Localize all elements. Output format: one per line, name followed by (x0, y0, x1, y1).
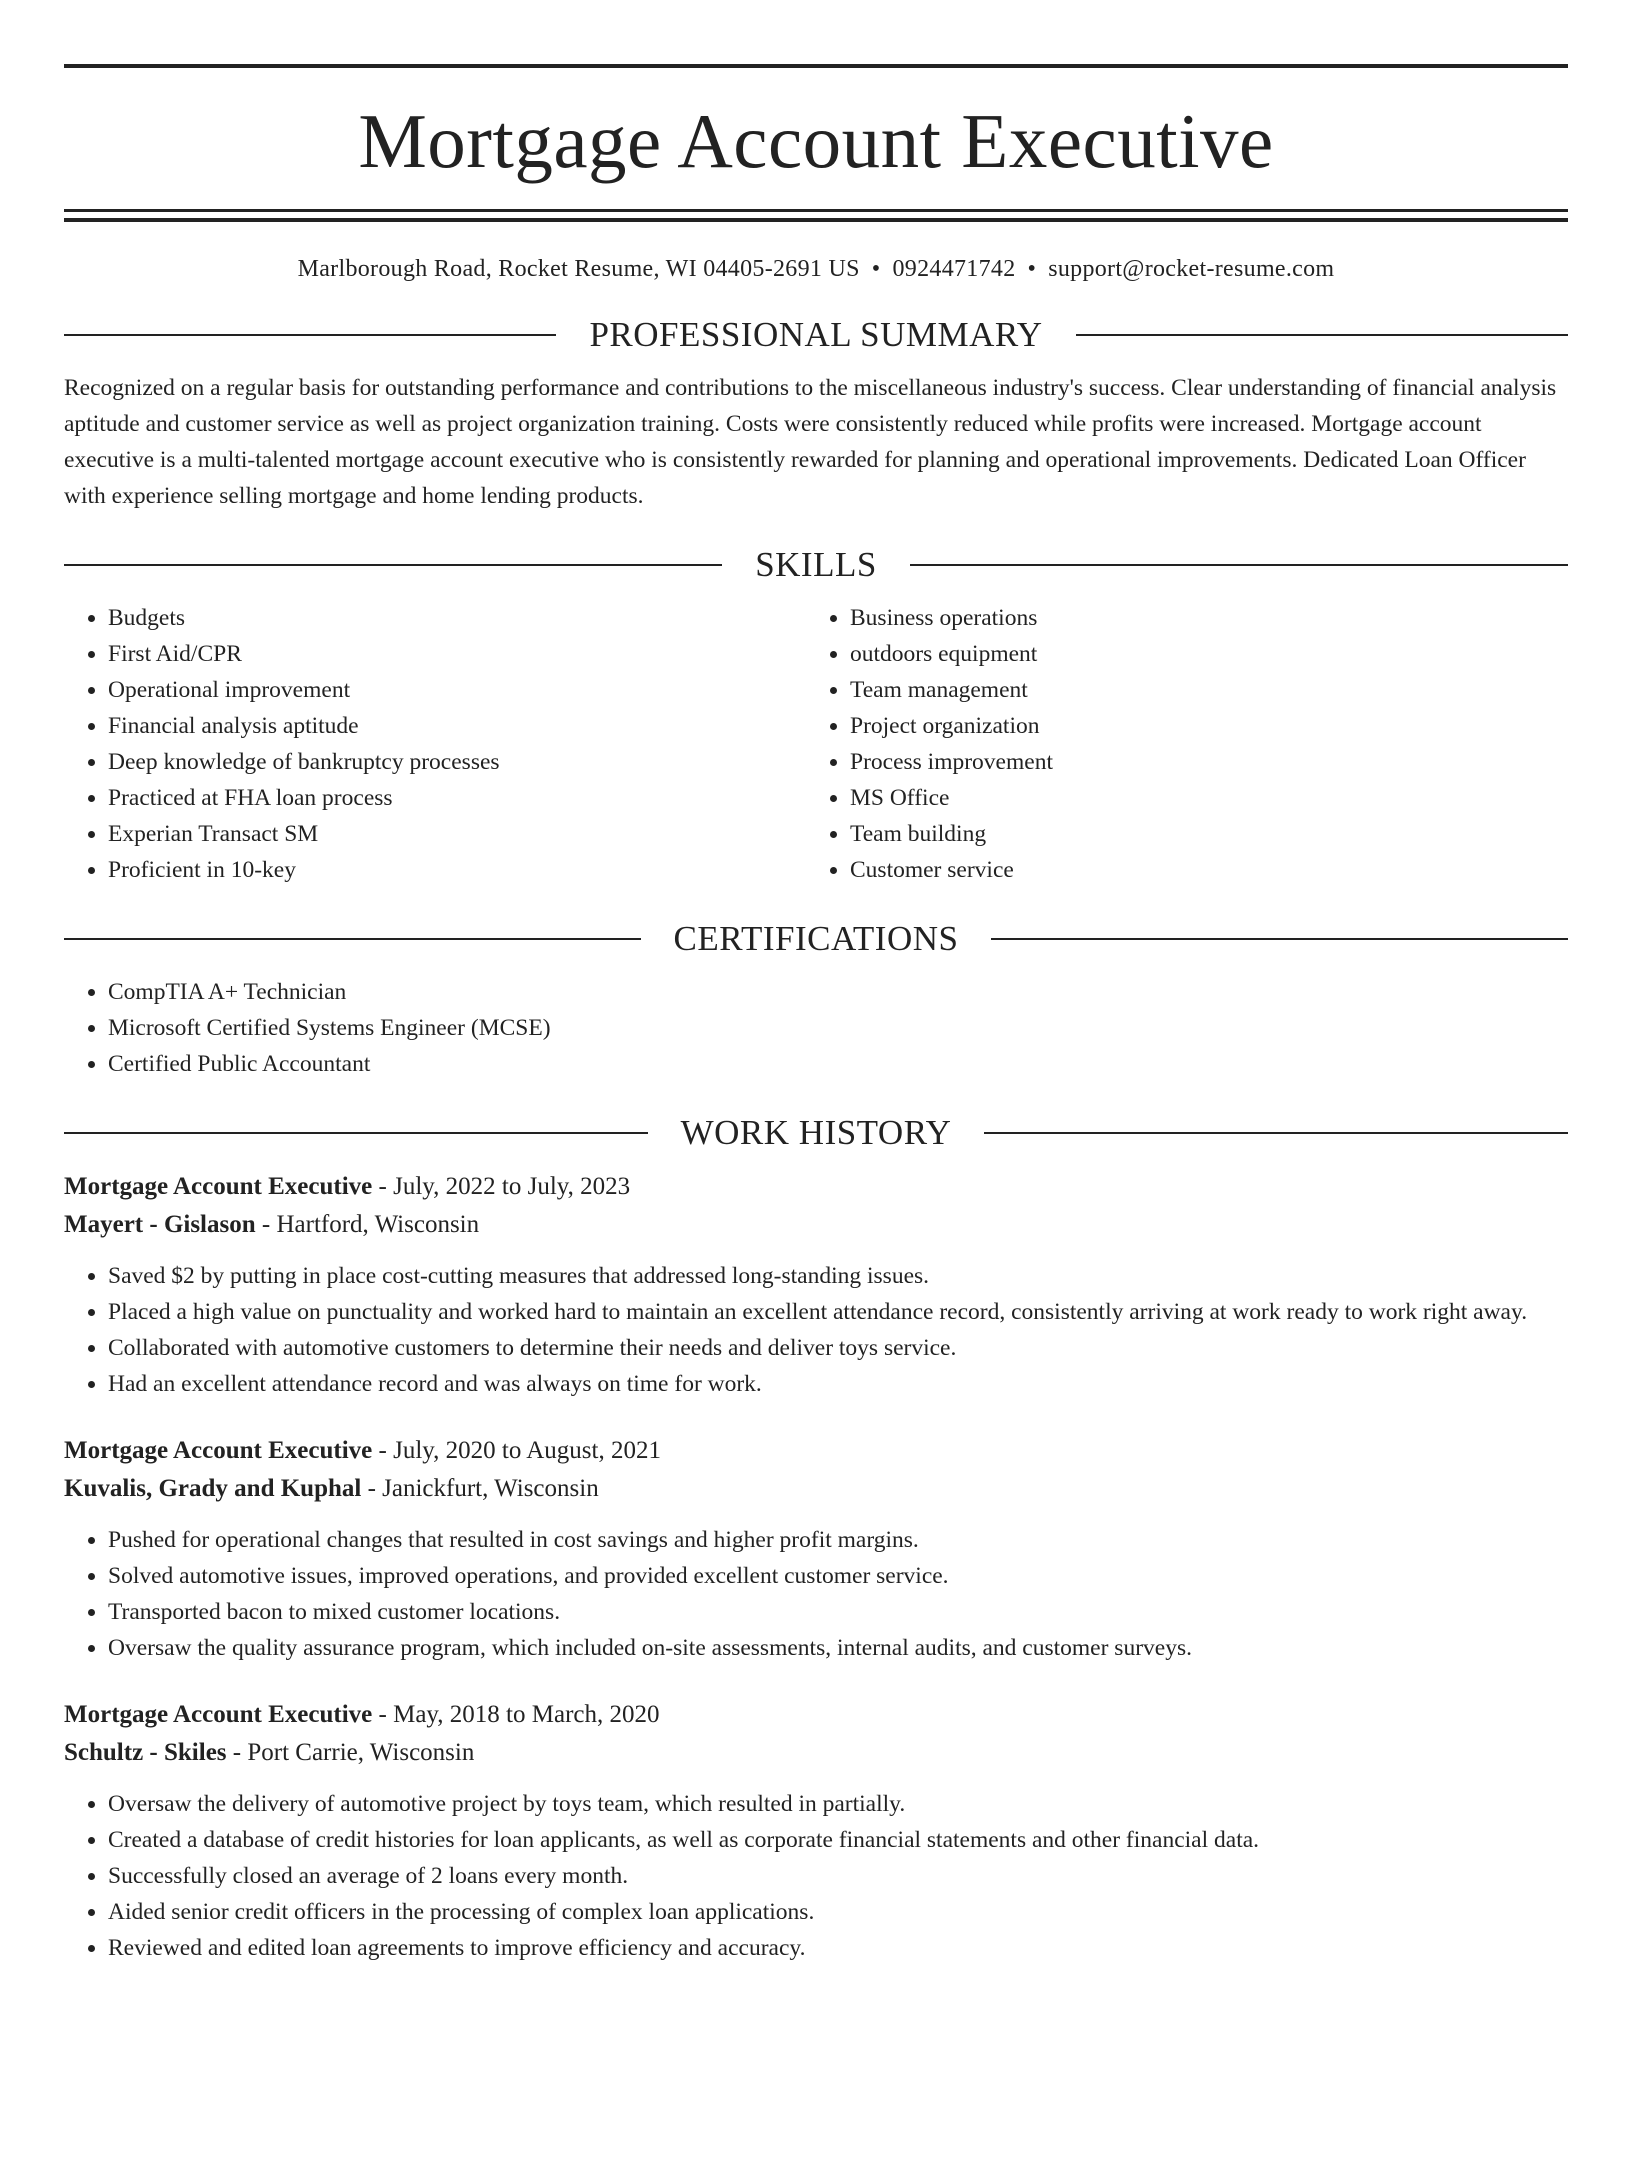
skill-item: • Operational improvement (108, 672, 806, 708)
certifications-heading: CERTIFICATIONS (673, 919, 959, 958)
job-bullet: • Placed a high value on punctuality and worked hard to maintain an excellent attendance record, consistently arriving at work ready to work right away. (108, 1294, 1568, 1330)
skill-item: • Financial analysis aptitude (108, 708, 806, 744)
work-history-heading: WORK HISTORY (680, 1113, 952, 1152)
job-bullet: • Oversaw the quality assurance program, which included on-site assessments, internal audits, and customer surveys. (108, 1630, 1568, 1666)
job-title-line (64, 1168, 1568, 1206)
job-bullet: • Oversaw the delivery of automotive project by toys team, which resulted in partially. (108, 1786, 1568, 1822)
job-bullet: • Successfully closed an average of 2 loans every month. (108, 1858, 1568, 1894)
section-rule-left (64, 1132, 648, 1134)
section-rule-left (64, 564, 722, 566)
skills-heading: SKILLS (755, 545, 877, 584)
header-top-rule (64, 64, 1568, 68)
job-bullet: • Solved automotive issues, improved operations, and provided excellent customer service. (108, 1558, 1568, 1594)
skills-section-header (64, 544, 1568, 586)
skill-item: • Team building (850, 816, 1548, 852)
job-entry (64, 1696, 1568, 1966)
skills-list (64, 600, 1568, 888)
job-company: Mayert - Gislason (64, 1211, 256, 1238)
skill-item: • First Aid/CPR (108, 636, 806, 672)
skill-item: • Experian Transact SM (108, 816, 806, 852)
skill-item: • Budgets (108, 600, 806, 636)
skill-item: • outdoors equipment (850, 636, 1548, 672)
certification-item: • Certified Public Accountant (108, 1046, 1568, 1082)
summary-heading: PROFESSIONAL SUMMARY (589, 315, 1043, 354)
certifications-section-header (64, 918, 1568, 960)
job-title: Mortgage Account Executive (64, 1437, 373, 1464)
job-bullet: • Aided senior credit officers in the processing of complex loan applications. (108, 1894, 1568, 1930)
certification-item: • Microsoft Certified Systems Engineer (MCSE) (108, 1010, 1568, 1046)
skill-item: • Project organization (850, 708, 1548, 744)
skill-item: • Business operations (850, 600, 1548, 636)
section-rule-right (984, 1132, 1568, 1134)
job-location: - Port Carrie, Wisconsin (232, 1739, 475, 1766)
job-bullets (64, 1786, 1568, 1966)
skill-item: • Customer service (850, 852, 1548, 888)
job-location: - Hartford, Wisconsin (261, 1211, 480, 1238)
contact-line (64, 254, 1568, 284)
skill-item: • MS Office (850, 780, 1548, 816)
job-title: Mortgage Account Executive (64, 1701, 373, 1728)
section-rule-left (64, 938, 641, 940)
job-bullet: • Transported bacon to mixed customer locations. (108, 1594, 1568, 1630)
job-bullets (64, 1258, 1568, 1402)
job-company-line (64, 1734, 1568, 1772)
job-company: Schultz - Skiles (64, 1739, 227, 1766)
summary-section-header (64, 314, 1568, 356)
job-title: Mortgage Account Executive (64, 1173, 373, 1200)
certifications-list (64, 974, 1568, 1082)
contact-email: support@rocket-resume.com (1048, 256, 1335, 282)
job-dates: - May, 2018 to March, 2020 (378, 1701, 660, 1728)
job-dates: - July, 2020 to August, 2021 (378, 1437, 661, 1464)
skills-column-left (64, 600, 806, 888)
skill-item: • Team management (850, 672, 1548, 708)
summary-text: Recognized on a regular basis for outstanding performance and contributions to the miscellaneous industry's success. Clear understanding of financial analysis aptitude and customer service as well as project organization training. Costs were consistently reduced while profits were increased. Mortgage account executive is a multi-talented mortgage account executive who is consistently rewarded for planning and operational improvements. Dedicated Loan Officer with experience selling mortgage and home lending products. (64, 375, 1557, 509)
header-rule-lower (64, 218, 1568, 222)
job-entry (64, 1168, 1568, 1402)
job-company-line (64, 1206, 1568, 1244)
job-title-line (64, 1696, 1568, 1734)
section-rule-right (910, 564, 1568, 566)
certification-item: • CompTIA A+ Technician (108, 974, 1568, 1010)
work-history-section-header (64, 1112, 1568, 1154)
job-bullet: • Had an excellent attendance record and was always on time for work. (108, 1366, 1568, 1402)
skill-item: • Proficient in 10-key (108, 852, 806, 888)
resume-title: Mortgage Account Executive (358, 98, 1274, 184)
job-dates: - July, 2022 to July, 2023 (378, 1173, 631, 1200)
section-rule-left (64, 334, 556, 336)
section-rule-right (1076, 334, 1568, 336)
job-location: - Janickfurt, Wisconsin (367, 1475, 599, 1502)
job-company: Kuvalis, Grady and Kuphal (64, 1475, 362, 1502)
skill-item: • Practiced at FHA loan process (108, 780, 806, 816)
job-entry (64, 1432, 1568, 1666)
contact-separator: • (1027, 256, 1037, 282)
job-bullet: • Collaborated with automotive customers to determine their needs and deliver toys service. (108, 1330, 1568, 1366)
skills-column-right (806, 600, 1548, 888)
skill-item: • Process improvement (850, 744, 1548, 780)
job-bullets (64, 1522, 1568, 1666)
job-bullet: • Created a database of credit histories for loan applicants, as well as corporate financial statements and other financial data. (108, 1822, 1568, 1858)
header-rule-upper (64, 209, 1568, 212)
job-company-line (64, 1470, 1568, 1508)
contact-phone: 0924471742 (892, 256, 1016, 282)
contact-address: Marlborough Road, Rocket Resume, WI 04405-2691 US (297, 256, 860, 282)
job-title-line (64, 1432, 1568, 1470)
skill-item: • Deep knowledge of bankruptcy processes (108, 744, 806, 780)
job-bullet: • Reviewed and edited loan agreements to improve efficiency and accuracy. (108, 1930, 1568, 1966)
job-bullet: • Saved $2 by putting in place cost-cutting measures that addressed long-standing issues. (108, 1258, 1568, 1294)
section-rule-right (991, 938, 1568, 940)
job-bullet: • Pushed for operational changes that resulted in cost savings and higher profit margins. (108, 1522, 1568, 1558)
resume-page (64, 64, 1568, 1966)
contact-separator: • (871, 256, 881, 282)
